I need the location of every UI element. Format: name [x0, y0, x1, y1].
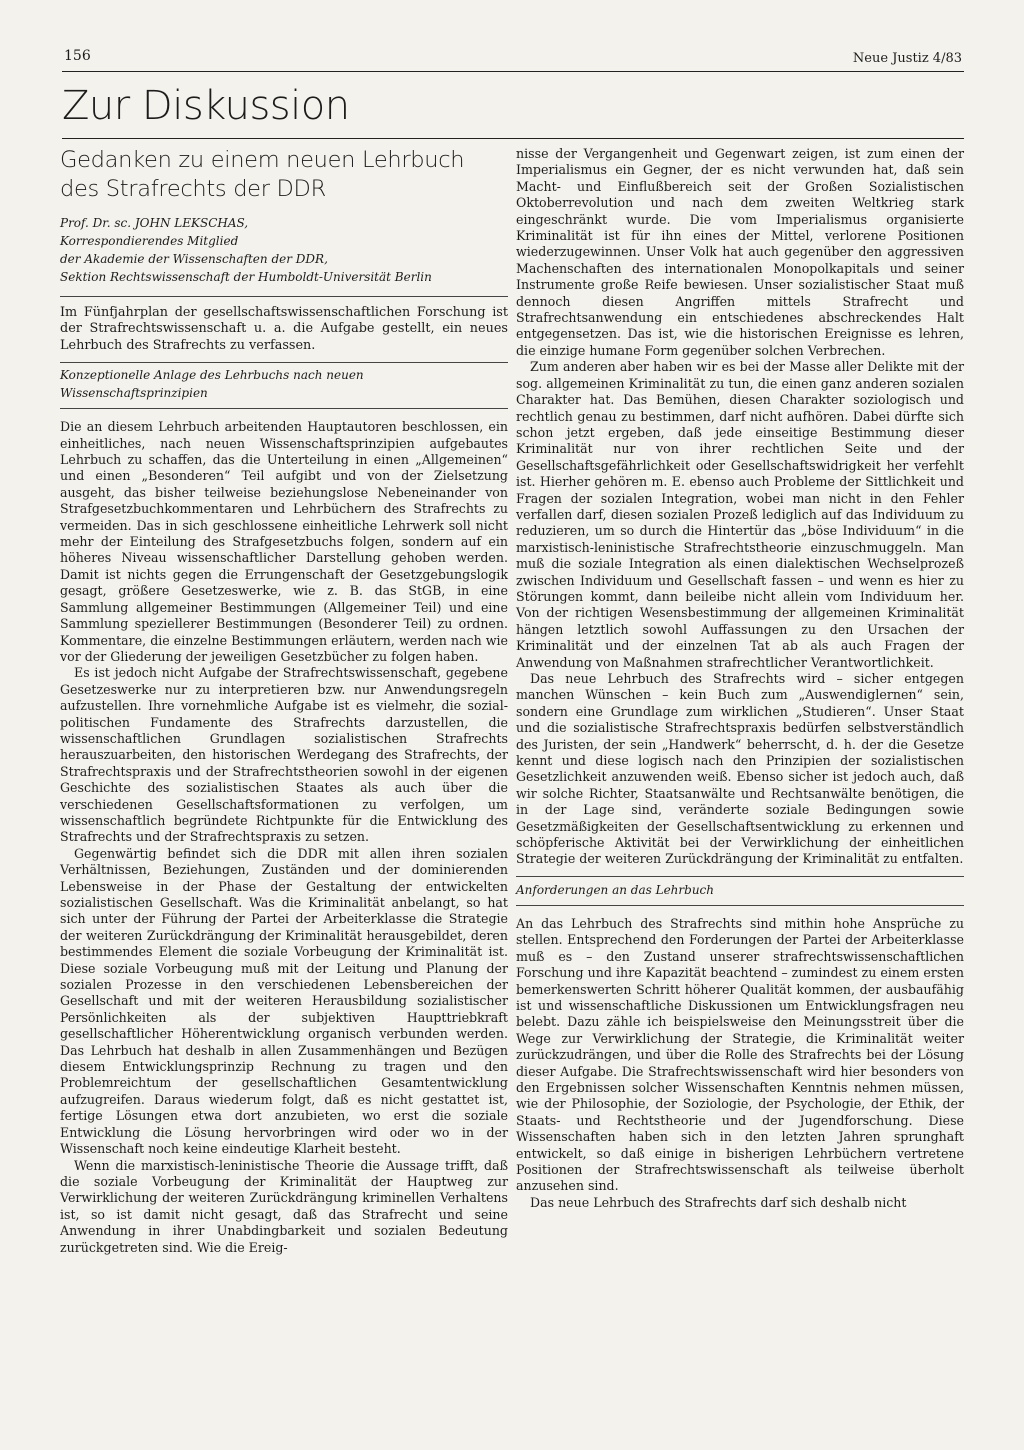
author-line: Korrespondierendes Mitglied: [60, 234, 239, 248]
section-rule: [62, 138, 964, 139]
author-block: [60, 214, 508, 297]
body-paragraph: Die an diesem Lehrbuch arbeitenden Hauptautoren beschlossen, ein einheitliches, nach neuen Wissenschaftsprinzipien aufgebautes Lehrbuch zu schaffen, das die Unterteilung in einen „Allgemeinen“ und einen „Besonderen“ Teil aufgibt und von der Zielsetzung ausgeht, das bisher teilweise beziehungslose Nebeneinander von Strafgesetzbuchkommentaren und Lehrbüchern des Strafrechts zu vermeiden. Das in sich geschlossene einheitliche Lehrwerk soll nicht mehr der Einteilung des Strafgesetzbuchs folgen, sondern auf ein höheres Niveau wissenschaftlicher Darstellung gehoben werden. Damit ist nichts gegen die Errungenschaft der Gesetzgebungslogik gesagt, größere Gesetzeswerke, wie z. B. das StGB, in eine Sammlung allgemeiner Bestimmungen (Allgemeiner Teil) und eine Sammlung speziellerer Bestimmungen (Besonderer Teil) zu ordnen. Kommentare, die einzelne Bestimmungen erläutern, werden nach wie vor der Gliederung der jeweiligen Gesetzbücher zu folgen haben.: [60, 419, 508, 664]
author-line: Prof. Dr. sc. JOHN LEKSCHAS,: [60, 216, 249, 230]
body-paragraph: Wenn die marxistisch-leninistische Theorie die Aussage trifft, daß die soziale Vorbeugung der Kriminalität der Hauptweg zur Verwirklichung der weiteren Zurückdrängung kriminellen Verhaltens ist, so ist damit nicht gesagt, daß das Strafrecht und seine Anwendung in ihrer Unabdingbarkeit und sozialen Bedeutung zurückgetreten sind. Wie die Ereig-: [60, 1157, 508, 1255]
left-column: [60, 146, 508, 1256]
body-paragraph: Es ist jedoch nicht Aufgabe der Strafrechtswissenschaft, gegebene Gesetzeswerke nur zu interpretieren bzw. nur Anwendungsregeln aufzustellen. Ihre vornehmliche Aufgabe ist es vielmehr, die sozial-politischen Fundamente des Strafrechts darzustellen, die wissenschaftlichen Grundlagen sozialistischen Strafrechts herauszuarbeiten, den historischen Werdegang des Strafrechts, der Strafrechtspraxis und der Strafrechtstheorien sowohl in der eigenen Geschichte des sozialistischen Staates als auch über die verschiedenen Gesellschaftsformationen zu verfolgen, um wissenschaftlich begründete Richtpunkte für die Entwicklung des Strafrechts und der Strafrechtspraxis zu setzen.: [60, 665, 508, 845]
journal-issue: Neue Justiz 4/83: [852, 51, 962, 66]
body-paragraph: Das neue Lehrbuch des Strafrechts wird – sicher entgegen manchen Wünschen – kein Buch zum „Auswendiglernen“ sein, sondern eine Grundlage zum wirklichen „Studieren“. Unser Staat und die sozialistische Strafrechtspraxis bedürfen selbstverständlich des Juristen, der sein „Handwerk“ beherrscht, d. h. der die Gesetze kennt und diese logisch nach den Prinzipien der sozialistischen Gesetzlichkeit anzuwenden weiß. Ebenso sicher ist jedoch auch, daß wir solche Richter, Staatsanwälte und Rechtsanwälte benötigen, die in der Lage sind, veränderte soziale Bedingungen sowie Gesetzmäßigkeiten der Gesellschaftsentwicklung zu erkennen und schöpferische Aktivität bei der Verwirklichung der einheitlichen Strategie der weiteren Zurückdrängung der Kriminalität zu entfalten.: [516, 671, 964, 867]
page-number: 156: [64, 48, 91, 64]
header-rule: [62, 71, 964, 72]
subheading-requirements: Anforderungen an das Lehrbuch: [516, 876, 964, 906]
body-paragraph: nisse der Vergangenheit und Gegenwart zeigen, ist zum einen der Imperialismus ein Gegner, der es nicht verwunden hat, daß sein Macht- und Einflußbereich seit der Großen Sozialistischen Oktoberrevolution und nach dem zweiten Weltkrieg stark eingeschränkt wurde. Die vom Imperialismus organisierte Kriminalität ist für ihn eines der Mittel, verlorene Positionen wiederzugewinnen. Unser Volk hat auch gegenüber den aggressiven Machenschaften des internationalen Monopolkapitals und seiner Instrumente große Reife bewiesen. Unser sozialistischer Staat muß dennoch diesen Angriffen mittels Strafrecht und Strafrechtsanwendung ein entschiedenes abschreckendes Halt entgegensetzen. Das ist, wie die historischen Ereignisse es lehren, die einzige humane Form gegenüber solchen Verbrechen.: [516, 146, 964, 358]
body-paragraph: Gegenwärtig befindet sich die DDR mit allen ihren sozialen Verhältnissen, Beziehungen, Zuständen und der dominierenden Lebensweise in der Phase der Gestaltung der entwickelten sozialistischen Gesellschaft. Was die Kriminalität anbelangt, so hat sich unter der Führung der Partei der Arbeiterklasse die Strategie der weiteren Zurückdrängung der Kriminalität herausgebildet, deren bestimmendes Element die soziale Vorbeugung der Kriminalität ist. Diese soziale Vorbeugung muß mit der Leitung und Planung der sozialen Prozesse in den verschiedenen Lebensbereichen der Gesellschaft und mit der weiteren Herausbildung sozialistischer Persönlichkeiten als der subjektiven Haupttriebkraft gesellschaftlicher Höherentwicklung organisch verbunden werden. Das Lehrbuch hat deshalb in allen Zusammenhängen und Bezügen diesem Entwicklungsprinzip Rechnung zu tragen und den Problemreichtum der gesellschaftlichen Gesamtentwicklung aufzugreifen. Daraus wiederum folgt, daß es nicht gestattet ist, fertige Lösungen etwa dort anzubieten, wo erst die soziale Entwicklung die Lösung hervorbringen wird oder wo in der Wissenschaft noch keine eindeutige Klarheit besteht.: [60, 845, 508, 1157]
body-paragraph: Das neue Lehrbuch des Strafrechts darf sich deshalb nicht: [530, 1194, 907, 1210]
subheading-concept: Konzeptionelle Anlage des Lehrbuchs nach neuen Wissenschaftsprinzipien: [60, 362, 508, 409]
lead-paragraph: Im Fünfjahrplan der gesellschaftswissenschaftlichen Forschung ist der Strafrechtswissenschaft u. a. die Aufgabe gestellt, ein neues Lehrbuch des Strafrechts zu verfassen.: [60, 305, 508, 353]
body-paragraph: An das Lehrbuch des Strafrechts sind mithin hohe Ansprüche zu stellen. Entsprechend den Forderungen der Partei der Arbeiterklasse muß es – den Zustand unserer strafrechtswissenschaftlichen Forschung und ihre Kapazität beachtend – zumindest zu einem ersten bemerkenswerten Schritt höherer Qualität kommen, der ausbaufähig ist und wissenschaftliche Diskussionen um Entwicklungsfragen neu belebt. Dazu zähle ich beispielsweise den Meinungsstreit über die Wege zur Verwirklichung der Strategie, die Kriminalität weiter zurückzudrängen, und über die Rolle des Strafrechts bei der Lösung dieser Aufgabe. Die Strafrechtswissenschaft wird hier besonders von den Ergebnissen solcher Wissenschaften Kenntnis nehmen müssen, wie der Philosophie, der Soziologie, der Psychologie, der Ethik, der Staats- und Rechtstheorie und der Jugendforschung. Diese Wissenschaften haben sich in den letzten Jahren sprunghaft entwickelt, so daß einige in bisherigen Lehrbüchern vertretene Positionen der Strafrechtswissenschaft als teilweise überholt anzusehen sind.: [516, 915, 964, 1194]
body-paragraph: Zum anderen aber haben wir es bei der Masse aller Delikte mit der sog. allgemeinen Kriminalität zu tun, die einen ganz anderen sozialen Charakter hat. Das Bemühen, diesen Charakter soziologisch und rechtlich genau zu bestimmen, darf nicht aufhören. Dabei dürfte sich schon jetzt ergeben, daß jede einseitige Bestimmung dieser Kriminalität nur von ihrer rechtlichen Seite und der Gesellschaftsgefährlichkeit oder Gesellschaftswidrigkeit her verfehlt ist. Hierher gehören m. E. ebenso auch Probleme der Sittlichkeit und Fragen der sozialen Integration, wobei man nicht in den Fehler verfallen darf, diesen sozialen Prozeß lediglich auf das Individuum zu reduzieren, um so durch die Hintertür das „böse Individuum“ in die marxistisch-leninistische Strafrechtstheorie einzuschmuggeln. Man muß die soziale Integration als einen dialektischen Wechselprozeß zwischen Individuum und Gesellschaft fassen – und wenn es hier zu Störungen kommt, dann beileibe nicht allein vom Individuum her. Von der richtigen Wesensbestimmung der allgemeinen Kriminalität hängen letztlich sowohl Auffassungen zu den Ursachen der Kriminalität und der einzelnen Tat ab als auch Fragen der Anwendung von Maßnahmen strafrechtlicher Verantwortlichkeit.: [516, 359, 964, 670]
right-column: [516, 146, 964, 1211]
author-line: Sektion Rechtswissenschaft der Humboldt-Universität Berlin: [60, 270, 432, 284]
author-line: der Akademie der Wissenschaften der DDR,: [60, 252, 328, 266]
section-title: Zur Diskussion: [62, 83, 350, 129]
article-title: Gedanken zu einem neuen Lehrbuch des Strafrechts der DDR: [60, 147, 465, 202]
